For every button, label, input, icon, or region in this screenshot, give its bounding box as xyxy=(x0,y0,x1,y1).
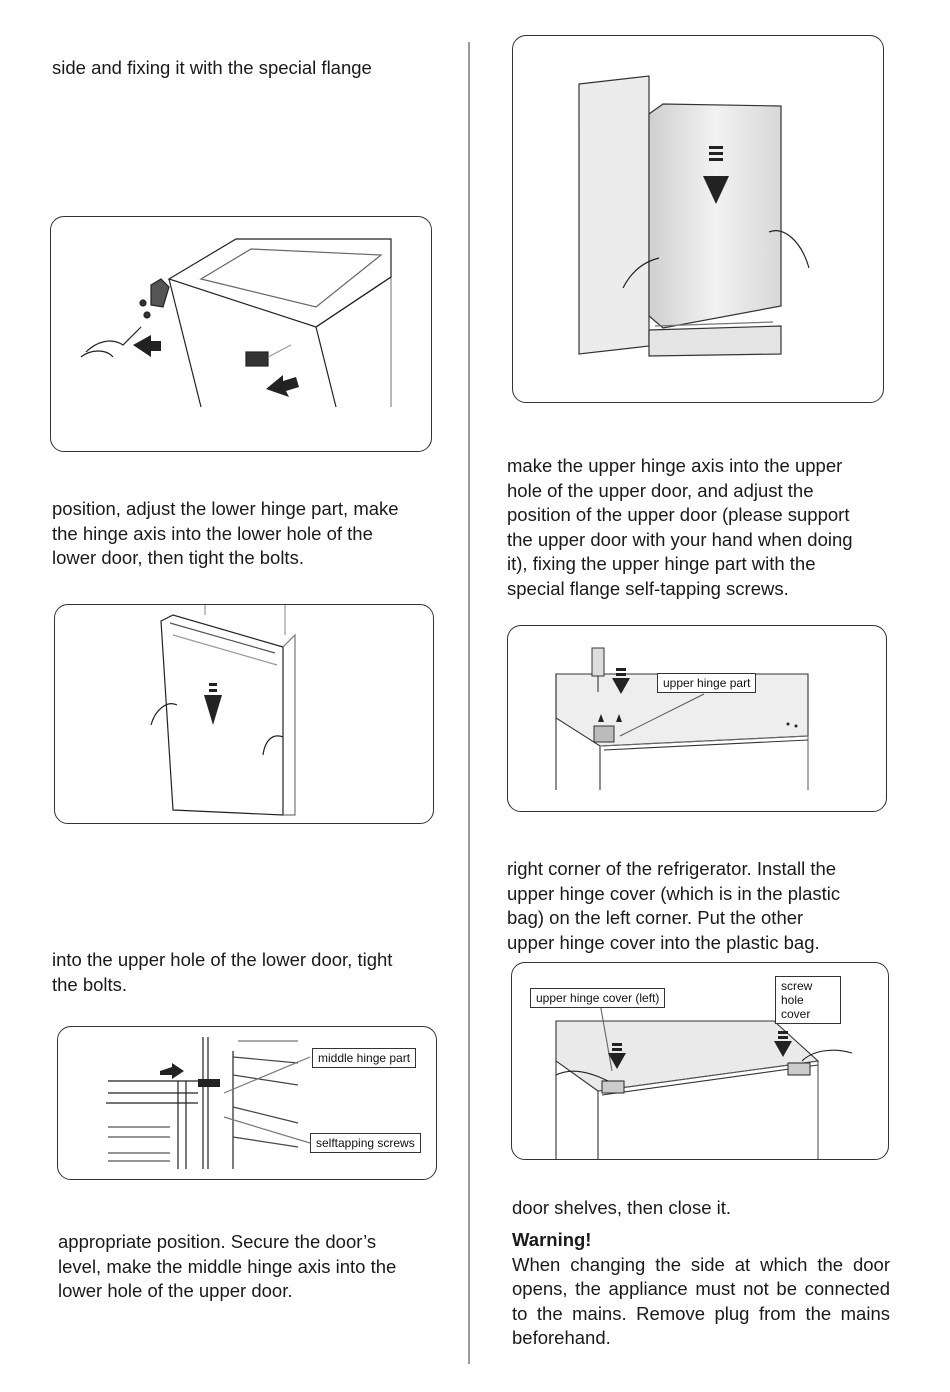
warning-text xyxy=(512,1253,890,1351)
left-text-2-line-2: the hinge axis into the lower hole of the xyxy=(52,522,373,544)
callout-selftapping-screws: selftapping screws xyxy=(310,1133,421,1153)
left-text-4-line-2: level, make the middle hinge axis into the xyxy=(58,1255,397,1277)
left-text-1: side and fixing it with the special flange xyxy=(52,57,372,78)
figure-middle-hinge xyxy=(57,1026,437,1180)
left-text-4-line-3: lower hole of the upper door. xyxy=(58,1280,293,1302)
callout-upper-hinge-part: upper hinge part xyxy=(657,673,756,693)
warning-line-3: connected to the mains. Remove plug xyxy=(512,1278,891,1324)
left-text-3-line-2: the bolts. xyxy=(52,973,128,995)
warning-line-4: from the mains beforehand. xyxy=(512,1302,890,1349)
right-text-1-line-4: the upper door with your hand when doing xyxy=(507,528,853,550)
left-text-3 xyxy=(52,948,392,997)
right-text-1-line-3: position of the upper door (please support xyxy=(507,504,850,526)
right-text-2-line-1: right corner of the refrigerator. Install the xyxy=(507,858,837,879)
figure-upper-hinge-part xyxy=(507,625,887,812)
right-text-2 xyxy=(507,857,840,955)
figure-lower-door-mount xyxy=(54,604,434,824)
figure-hinge-covers xyxy=(511,962,889,1160)
callout-middle-hinge-part: middle hinge part xyxy=(312,1048,416,1068)
right-text-1-line-1: make the upper hinge axis into the upper xyxy=(507,455,843,476)
left-text-4-line-1: appropriate position. Secure the door’s xyxy=(58,1231,377,1252)
left-text-2-line-1: position, adjust the lower hinge part, make xyxy=(52,498,399,519)
left-text-2-line-3: lower door, then tight the bolts. xyxy=(52,547,304,569)
right-text-2-line-3: bag) on the left corner. Put the other xyxy=(507,907,804,929)
callout-screw-hole-cover: screw hole cover xyxy=(775,976,841,1024)
right-text-2-line-4: upper hinge cover into the plastic bag. xyxy=(507,931,820,953)
left-text-4 xyxy=(58,1230,396,1304)
warning-title: Warning! xyxy=(512,1229,592,1250)
callout-upper-hinge-cover-left: upper hinge cover (left) xyxy=(530,988,665,1008)
figure-upper-door-mount xyxy=(512,35,884,403)
warning-line-1: When changing the side at which the door xyxy=(512,1253,890,1275)
left-text-2 xyxy=(52,497,399,571)
right-text-1-line-2: hole of the upper door, and adjust the xyxy=(507,479,814,501)
right-text-1-line-6: special flange self-tapping screws. xyxy=(507,577,789,599)
right-text-1 xyxy=(507,454,853,602)
right-text-2-line-2: upper hinge cover (which is in the plastic xyxy=(507,882,841,904)
figure-lower-hinge-install xyxy=(50,216,432,452)
warning-line-2: opens, the appliance must not be xyxy=(512,1278,797,1300)
column-divider xyxy=(468,42,470,1364)
left-text-3-line-1: into the upper hole of the lower door, tight xyxy=(52,949,393,970)
right-text-3: door shelves, then close it. xyxy=(512,1197,732,1218)
warning-block xyxy=(512,1228,890,1351)
right-text-1-line-5: it), fixing the upper hinge part with the xyxy=(507,553,816,575)
